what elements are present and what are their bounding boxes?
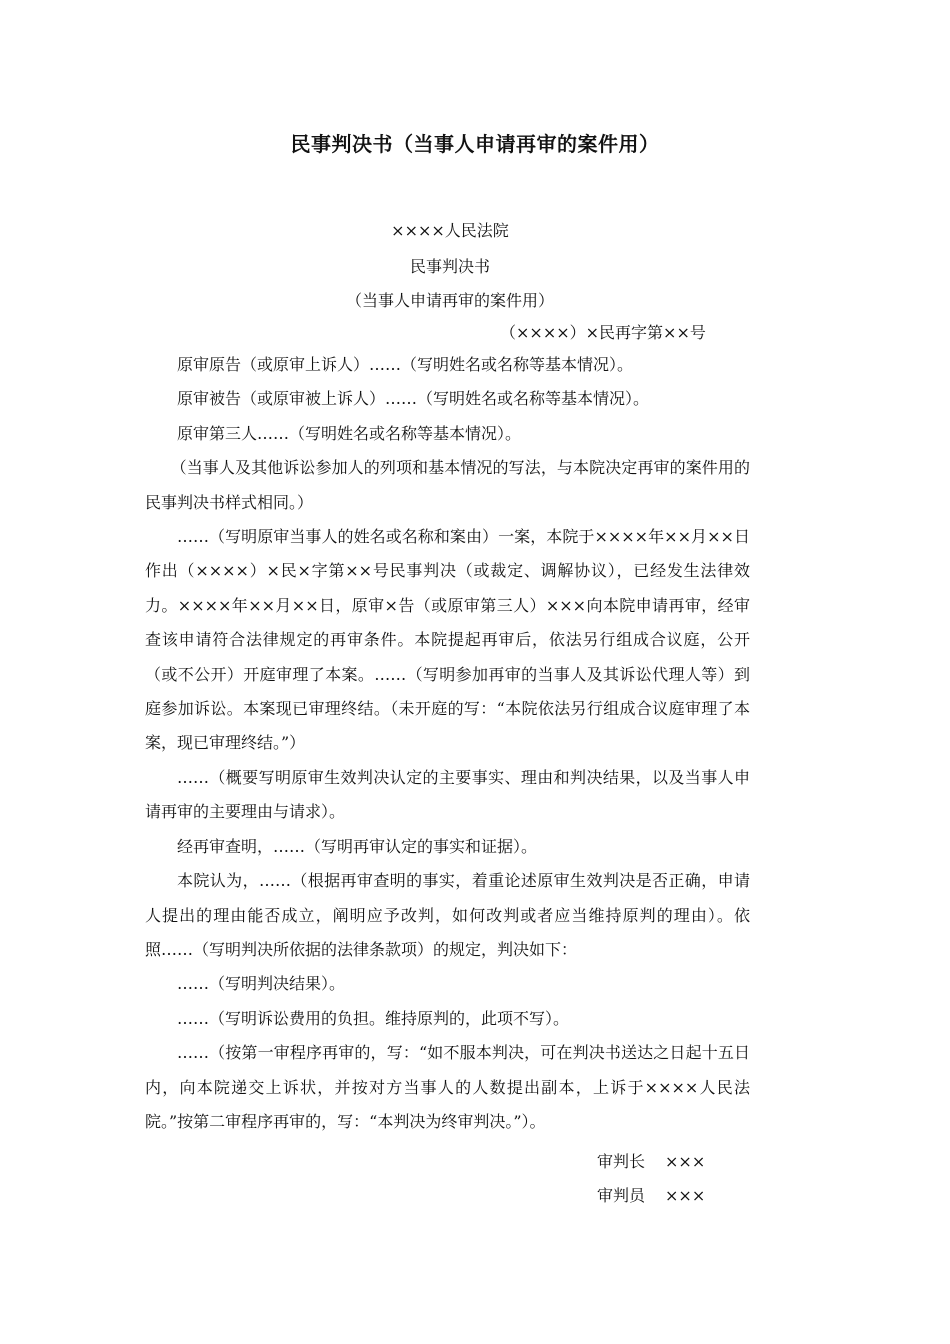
paragraph-original-defendant: 原审被告（或原审被上诉人）……（写明姓名或名称等基本情况）。 xyxy=(177,389,650,409)
document-title: 民事判决书（当事人申请再审的案件用） xyxy=(290,132,660,156)
paragraph-judgment-result: ……（写明判决结果）。 xyxy=(177,974,346,994)
document-type: 民事判决书 xyxy=(409,257,490,276)
paragraph-original-judgment-summary: ……（概要写明原审生效判决认定的主要事实、理由和判决结果，以及当事人申请再审的主要理由与请求）。 xyxy=(145,767,750,822)
signature-role: 审判长 xyxy=(597,1152,646,1171)
paragraph-retrial-findings: 经再审查明，……（写明再审认定的事实和证据）。 xyxy=(177,836,538,856)
signature-presiding-judge xyxy=(597,1149,705,1172)
document-body xyxy=(145,348,750,1139)
signature-name: ××× xyxy=(665,1186,706,1205)
paragraph-litigation-costs: ……（写明诉讼费用的负担。维持原判的，此项不写）。 xyxy=(177,1008,570,1028)
paragraph-court-reasoning: 本院认为，……（根据再审查明的事实，着重论述原审生效判决是否正确，申请人提出的理由能否成立，阐明应予改判，如何改判或者应当维持原判的理由）。依照……（写明判决所依据的法律条款项）的规定，判决如下： xyxy=(145,871,750,959)
case-number: （××××）×民再字第××号 xyxy=(500,323,706,342)
signature-judge xyxy=(597,1183,705,1206)
paragraph-appeal-notice: ……（按第一审程序再审的，写：“如不服本判决，可在判决书送达之日起十五日内，向本院递交上诉状，并按对方当事人的人数提出副本，上诉于××××人民法院。”按第二审程序再审的，写：“本判决为终审判决。”）。 xyxy=(145,1043,750,1131)
usage-note: （当事人申请再审的案件用） xyxy=(345,291,554,310)
paragraph-party-note: （当事人及其他诉讼参加人的列项和基本情况的写法，与本院决定再审的案件用的民事判决书样式相同。） xyxy=(145,458,750,512)
signature-role: 审判员 xyxy=(597,1186,646,1205)
paragraph-original-plaintiff: 原审原告（或原审上诉人）……（写明姓名或名称等基本情况）。 xyxy=(177,355,634,374)
signature-name: ××× xyxy=(665,1152,706,1171)
court-name: ××××人民法院 xyxy=(391,221,509,240)
paragraph-case-history: ……（写明原审当事人的姓名或名称和案由）一案，本院于××××年××月××日作出（××××）×民×字第××号民事判决（或裁定、调解协议），已经发生法律效力。××××年××月××日，原审×告（或原审第三人）×××向本院申请再审，经审查该申请符合法律规定的再审条件。本院提起再审后，依法另行组成合议庭，公开（或不公开）开庭审理了本案。……（写明参加再审的当事人及其诉讼代理人等）到庭参加诉讼。本案现已审理终结。（未开庭的写：“本院依法另行组成合议庭审理了本案，现已审理终结。”） xyxy=(145,527,750,753)
paragraph-third-party: 原审第三人……（写明姓名或名称等基本情况）。 xyxy=(177,423,522,443)
